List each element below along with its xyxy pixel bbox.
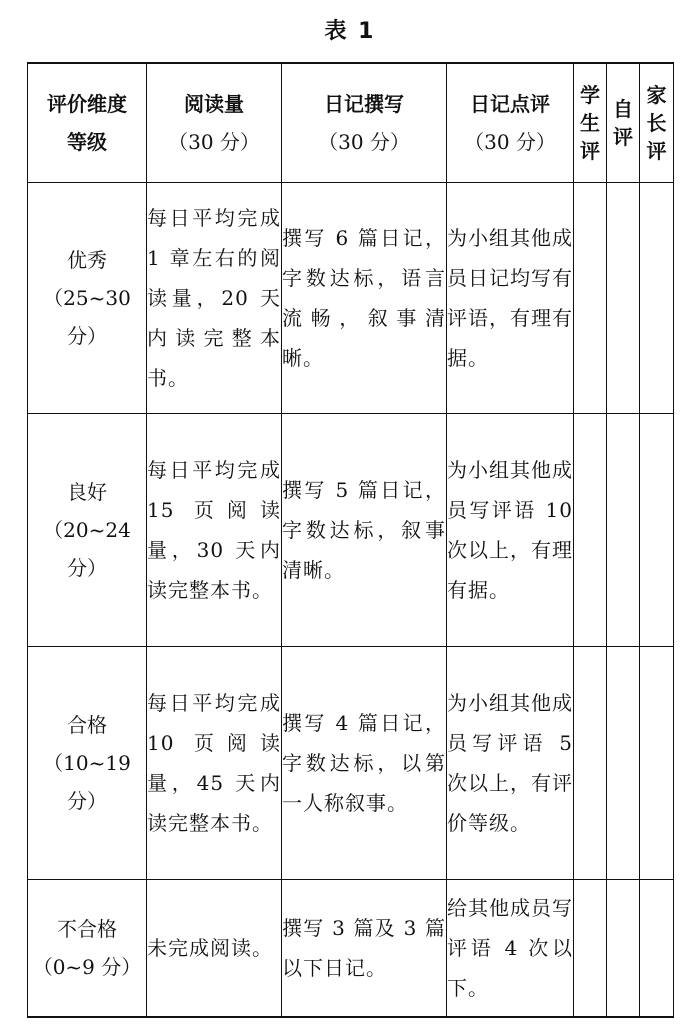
level-range-unit: 分） (67, 556, 107, 580)
table-row (28, 880, 674, 1018)
self-eval-cell[interactable] (574, 414, 607, 647)
table-row (28, 183, 674, 414)
header-reading (147, 63, 282, 183)
self-eval-cell[interactable] (574, 880, 607, 1018)
header-dimension-line1: 评价维度 (47, 92, 127, 116)
header-reading-points: （30 分） (168, 130, 260, 154)
peer-eval-cell[interactable] (607, 647, 640, 880)
peer-eval-cell[interactable] (607, 183, 640, 414)
header-writing (282, 63, 447, 183)
header-parent-eval-char: 评 (646, 139, 667, 163)
parent-eval-cell[interactable] (640, 880, 674, 1018)
reading-cell: 每日平均完成 1 章左右的阅读量，20 天内读完整本书。 (147, 183, 282, 414)
writing-cell: 撰写 3 篇及 3 篇以下日记。 (282, 880, 447, 1018)
level-cell (28, 183, 147, 414)
level-cell (28, 880, 147, 1018)
header-self-eval-char: 生 (580, 111, 600, 135)
header-review-points: （30 分） (464, 130, 556, 154)
header-peer-eval-char: 自 (613, 97, 633, 121)
header-parent-eval-char: 家 (646, 83, 667, 107)
table-caption: 表 1 (324, 19, 376, 44)
level-range: （10~19 (43, 751, 131, 775)
reading-cell: 每日平均完成 10 页阅读量，45 天内读完整本书。 (147, 647, 282, 880)
level-cell (28, 414, 147, 647)
header-writing-points: （30 分） (318, 130, 410, 154)
header-reading-title: 阅读量 (184, 92, 244, 116)
parent-eval-cell[interactable] (640, 183, 674, 414)
peer-eval-cell[interactable] (607, 414, 640, 647)
writing-cell: 撰写 4 篇日记，字数达标，以第一人称叙事。 (282, 647, 447, 880)
review-cell: 为小组其他成员写评语 5 次以上，有评价等级。 (447, 647, 574, 880)
header-parent-eval (640, 63, 674, 183)
header-self-eval-char: 评 (580, 139, 600, 163)
header-dimension (28, 63, 147, 183)
level-range: （0~9 分） (32, 955, 142, 979)
self-eval-cell[interactable] (574, 647, 607, 880)
header-writing-title: 日记撰写 (324, 92, 404, 116)
reading-cell: 未完成阅读。 (147, 880, 282, 1018)
header-review-title: 日记点评 (470, 92, 550, 116)
header-review (447, 63, 574, 183)
level-range-unit: 分） (67, 324, 107, 348)
self-eval-cell[interactable] (574, 183, 607, 414)
level-cell (28, 647, 147, 880)
header-self-eval (574, 63, 607, 183)
parent-eval-cell[interactable] (640, 414, 674, 647)
parent-eval-cell[interactable] (640, 647, 674, 880)
level-range: （20~24 (43, 518, 131, 542)
level-name: 优秀 (67, 248, 107, 272)
header-peer-eval-char: 评 (613, 125, 633, 149)
header-dimension-line2: 等级 (67, 130, 107, 154)
level-name: 不合格 (57, 917, 117, 941)
level-range-unit: 分） (67, 789, 107, 813)
level-range: （25~30 (43, 286, 131, 310)
writing-cell: 撰写 5 篇日记，字数达标，叙事清晰。 (282, 414, 447, 647)
writing-cell: 撰写 6 篇日记，字数达标，语言流畅，叙事清晰。 (282, 183, 447, 414)
review-cell: 为小组其他成员写评语 10 次以上，有理有据。 (447, 414, 574, 647)
peer-eval-cell[interactable] (607, 880, 640, 1018)
table-row (28, 414, 674, 647)
level-name: 良好 (67, 480, 107, 504)
header-peer-eval (607, 63, 640, 183)
table-row (28, 647, 674, 880)
level-name: 合格 (67, 713, 107, 737)
reading-cell: 每日平均完成 15 页阅读量，30 天内读完整本书。 (147, 414, 282, 647)
review-cell: 给其他成员写评语 4 次以下。 (447, 880, 574, 1018)
header-self-eval-char: 学 (580, 83, 600, 107)
review-cell: 为小组其他成员日记均写有评语，有理有据。 (447, 183, 574, 414)
evaluation-rubric-table (27, 62, 674, 1018)
header-parent-eval-char: 长 (646, 111, 667, 135)
header-row (28, 63, 674, 183)
